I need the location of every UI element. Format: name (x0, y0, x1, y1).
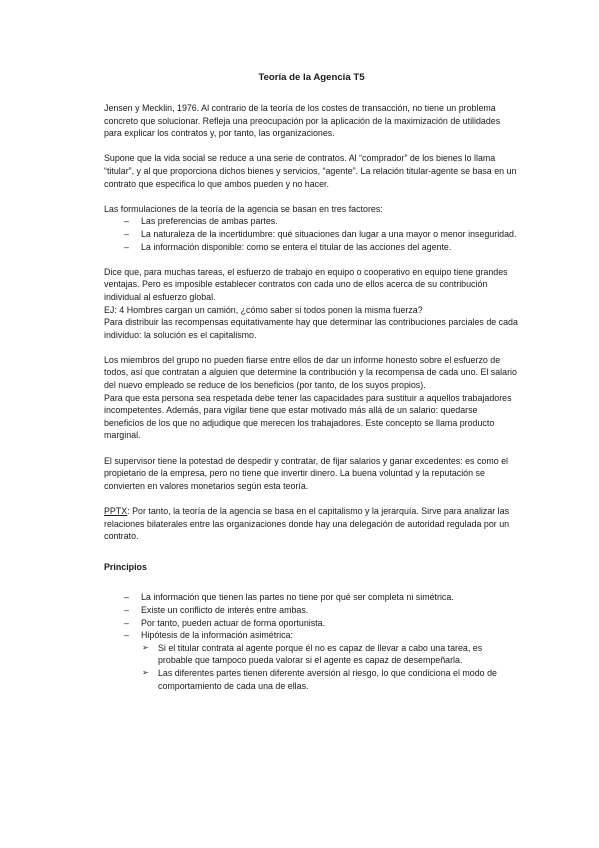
sub-list-item-text: Si el titular contrata al agente porque él no es capaz de llevar a cabo una tarea, es probable que tampoco pueda valorar si el agente es capaz de desempeñarla. (158, 642, 483, 666)
list-item: – La naturaleza de la incertidumbre: qué situaciones dan lugar a una mayor o menor inseguridad. (141, 228, 519, 241)
arrow-bullet-icon: ➢ (142, 642, 149, 652)
document-title: Teoría de la Agencia T5 (258, 72, 365, 83)
paragraph-group-members: Los miembros del grupo no pueden fiarse entre ellos de dar un informe honesto sobre el esfuerzo de todos, así que contratan a alguien que determine la contribución y la recompensa de cada uno. El salario del nuevo empleado se reduce de los beneficios (por tanto, de los suyos propios). (104, 354, 517, 391)
list-item (141, 629, 519, 692)
list-item: – Por tanto, pueden actuar de forma oportunista. (141, 617, 519, 630)
paragraph-intro: Jensen y Mecklin, 1976. Al contrario de la teoría de los costes de transacción, no tiene un problema concreto que solucionar. Refleja una preocupación por la aplicación de la maximización de utilidades para explicar los contratos y, por tanto, las organizaciones. (104, 103, 501, 139)
list-item: – Las preferencias de ambas partes. (141, 215, 519, 228)
list-item-label: Hipótesis de la información asimétrica: (141, 630, 293, 641)
sub-list-item (142, 667, 519, 692)
list-item: – La información que tienen las partes no tiene por qué ser completa ni simétrica. (141, 591, 519, 604)
pptx-text: : Por tanto, la teoría de la agencia se basa en el capitalismo y la jerarquía. Sirve para analizar las relaciones bilaterales entre las organizaciones donde hay una delegación de autoridad regulada por un contrato. (104, 506, 510, 542)
sub-list-item (142, 642, 519, 667)
principios-list (104, 591, 519, 692)
pptx-label: PPTX (104, 506, 128, 516)
paragraph-distribution: Para distribuir las recompensas equitativamente hay que determinar las contribuciones parciales de cada individuo: la solución es el capitalismo. (104, 317, 518, 340)
hipotesis-list (141, 642, 519, 692)
paragraph-teamwork: Dice que, para muchas tareas, el esfuerzo de trabajo en equipo o cooperativo en equipo tiene grandes ventajas. Pero es imposible establecer contratos con cada uno de ellos acerca de su contribución individual al esfuerzo global. (104, 266, 508, 302)
list-item: – La información disponible: como se entera el titular de las acciones del agente. (141, 241, 519, 254)
paragraph-example: EJ: 4 Hombres cargan un camión, ¿cómo saber si todos ponen la misma fuerza? (104, 304, 423, 315)
paragraph-respect: Para que esta persona sea respetada debe tener las capacidades para sustituir a aquellos trabajadores incompetentes. Además, para vigilar tiene que estar motivado más allá de un salario: quedarse beneficios de los que no adjudique que merecen los trabajadores. Este concepto se llama producto marginal. (104, 392, 512, 441)
factors-list (104, 215, 519, 253)
principios-heading: Principios (104, 561, 147, 572)
sub-list-item-text: Las diferentes partes tienen diferente aversión al riesgo, lo que condiciona el modo de comportamiento de cada una de ellas. (158, 667, 497, 691)
paragraph-contracts: Supone que la vida social se reduce a una serie de contratos. Al “comprador” de los bienes lo llama “titular”, y al que proporciona dichos bienes y servicios, “agente”. La relación titular-agente se basa en un contrato que especifica lo que ambos pueden y no hacer. (104, 153, 517, 189)
paragraph-factors-intro: Las formulaciones de la teoría de la agencia se basan en tres factores: (104, 203, 383, 214)
arrow-bullet-icon: ➢ (142, 667, 149, 677)
paragraph-supervisor: El supervisor tiene la potestad de despedir y contratar, de fijar salarios y ganar excedentes: es como el propietario de la empresa, pero no tiene que invertir dinero. La buena voluntad y la reputación se convierten en valores monetarios según esta teoría. (104, 455, 509, 491)
paragraph-pptx (104, 505, 519, 543)
list-item: – Existe un conflicto de interés entre ambas. (141, 604, 519, 617)
